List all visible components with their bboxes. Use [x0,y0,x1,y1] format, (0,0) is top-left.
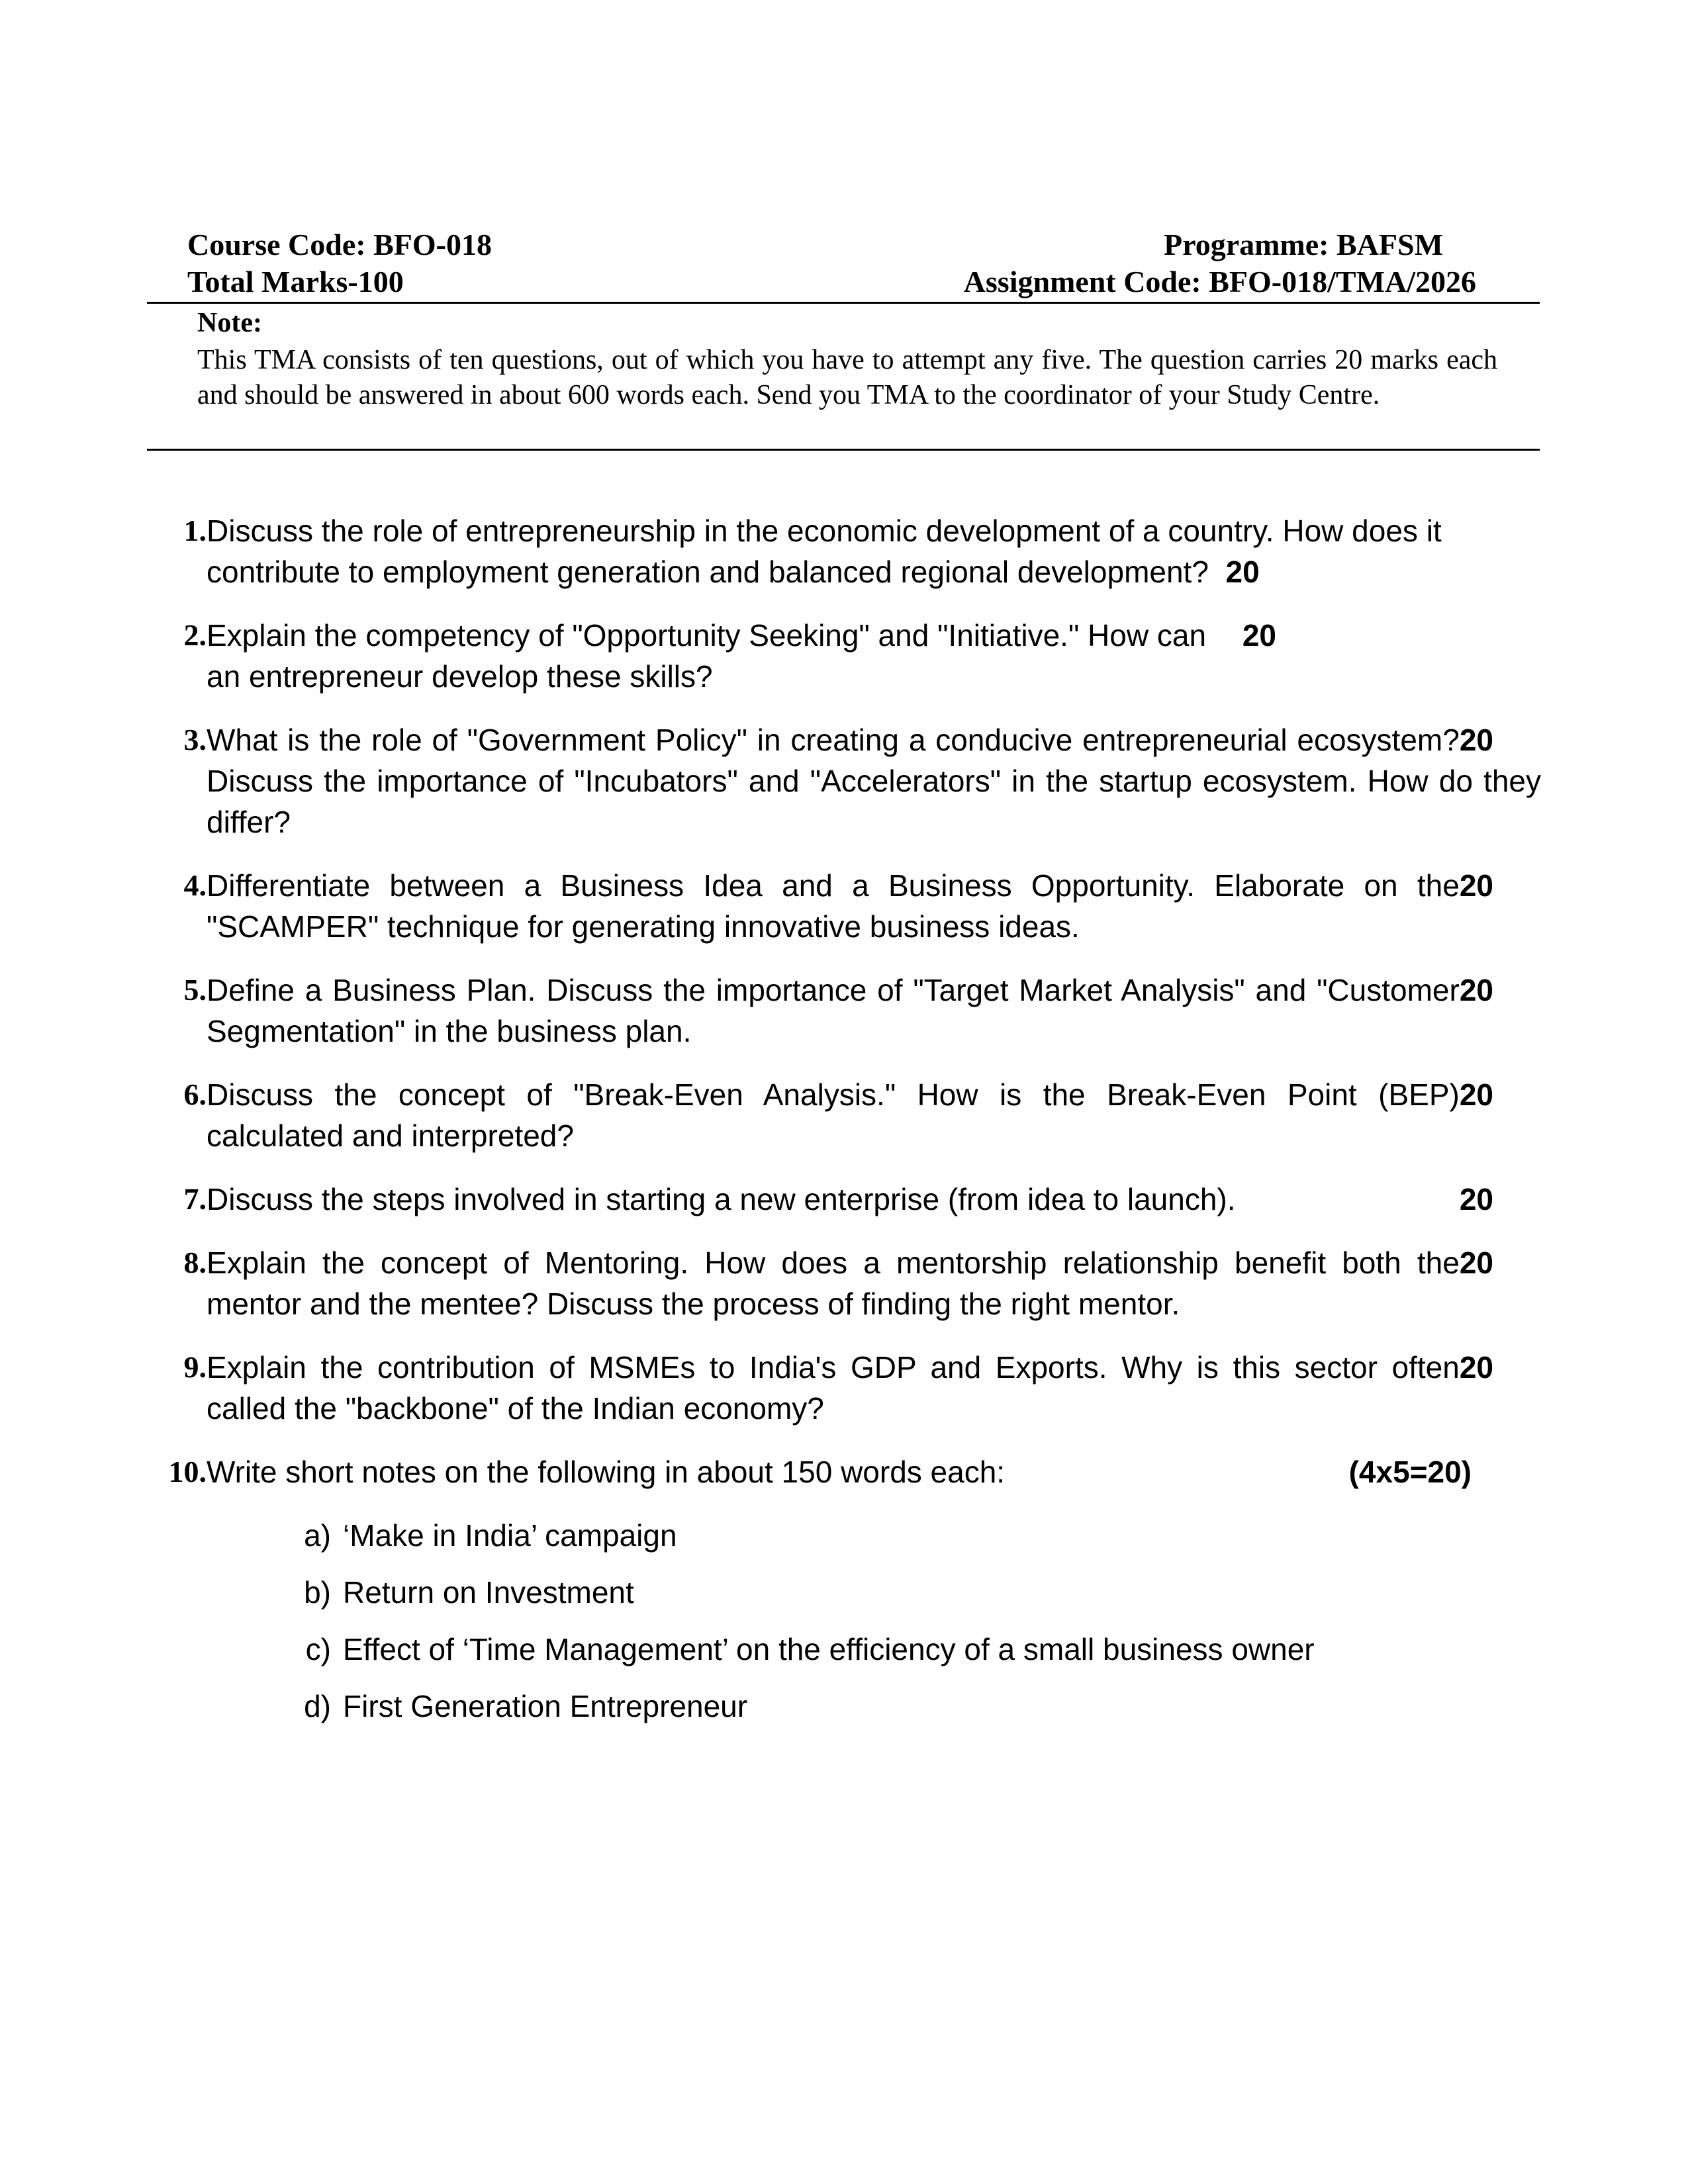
note-text: This TMA consists of ten questions, out of which you have to attempt any five. The question carries 20 marks each and should be answered in about 600 words each. Send you TMA to the coordinator of your Study Centre. [197,345,1497,410]
question-marks: 20 [1459,1077,1493,1112]
question-marks: 20 [1459,868,1493,903]
sub-item-a [278,1515,677,1556]
course-code: Course Code: BFO-018 [187,228,492,261]
question-text-block [207,615,1541,697]
question-marks: (4x5=20) [1348,1455,1472,1489]
sub-item-label: a) [304,1518,331,1553]
header-divider [147,302,1540,304]
sub-item-d [278,1686,747,1727]
question-text: Explain the concept of Mentoring. How does a mentorship relationship benefit both the mentor and the mentee? Discuss the process of finding the right mentor. [207,1246,1460,1321]
question-text-block [207,1242,1541,1324]
question-text: Define a Business Plan. Discuss the importance of "Target Market Analysis" and "Customer Segmentation" in the business plan. [207,973,1460,1048]
sub-item-b [278,1572,634,1613]
question-text: Write short notes on the following in about 150 words each: [207,1455,1006,1489]
question-marks: 20 [1242,618,1276,653]
question-number: 6. [183,1077,207,1111]
sub-item-text: Return on Investment [343,1575,634,1610]
question-text: Differentiate between a Business Idea and a Business Opportunity. Elaborate on the "SCAMPER" technique for generating innovative business ideas. [207,868,1460,944]
sub-item-text: First Generation Entrepreneur [343,1689,748,1723]
assignment-code: Assignment Code: BFO-018/TMA/2026 [963,265,1476,298]
question-number: 2. [183,618,207,652]
question-number: 9. [183,1350,207,1384]
programme: Programme: BAFSM [1164,228,1443,261]
question-text-block [207,1451,1541,1492]
total-marks: Total Marks-100 [187,265,404,298]
question-text-block [207,510,1541,592]
sub-item-text: ‘Make in India’ campaign [343,1518,677,1553]
question-number: 3. [183,723,207,756]
question-number: 4. [183,868,207,902]
question-number: 7. [183,1182,207,1216]
sub-item-label: d) [304,1689,331,1723]
question-text-block [207,970,1541,1052]
question-text: Discuss the steps involved in starting a new enterprise (from idea to launch). [207,1182,1236,1216]
question-text-block [207,1347,1541,1429]
question-text: Explain the competency of "Opportunity Seeking" and "Initiative." How can an entrepreneur develop these skills? [207,618,1207,694]
sub-item-c [278,1629,1315,1670]
question-number: 5. [183,973,207,1007]
question-text-block [207,1074,1541,1156]
question-marks: 20 [1459,1350,1493,1385]
question-text: Discuss the concept of "Break-Even Analysis." How is the Break-Even Point (BEP) calculated and interpreted? [207,1077,1460,1153]
question-number: 1. [183,514,207,547]
question-marks: 20 [1459,1246,1493,1280]
note-divider [147,449,1540,451]
question-number: 8. [183,1246,207,1279]
note-title: Note: [197,308,262,338]
question-text: Discuss the role of entrepreneurship in the economic development of a country. How does it contribute to employment generation and balanced regional development? [207,514,1442,589]
question-number: 10. [168,1455,207,1488]
question-text-block [207,719,1541,842]
question-marks: 20 [1225,555,1260,589]
question-marks: 20 [1459,973,1493,1007]
sub-item-label: b) [304,1575,331,1610]
question-text-block [207,1179,1541,1220]
question-text-block [207,865,1541,947]
question-text: Explain the contribution of MSMEs to India's GDP and Exports. Why is this sector often called the "backbone" of the Indian economy? [207,1350,1460,1426]
question-marks: 20 [1459,1182,1493,1216]
question-marks: 20 [1459,723,1493,757]
sub-item-label: c) [305,1632,331,1666]
question-text: What is the role of "Government Policy" in creating a conducive entrepreneurial ecosystem? Discuss the importance of "Incubators" and "Accelerators" in the startup ecosystem. How do they differ? [207,723,1541,839]
sub-item-text: Effect of ‘Time Management’ on the efficiency of a small business owner [343,1632,1315,1666]
